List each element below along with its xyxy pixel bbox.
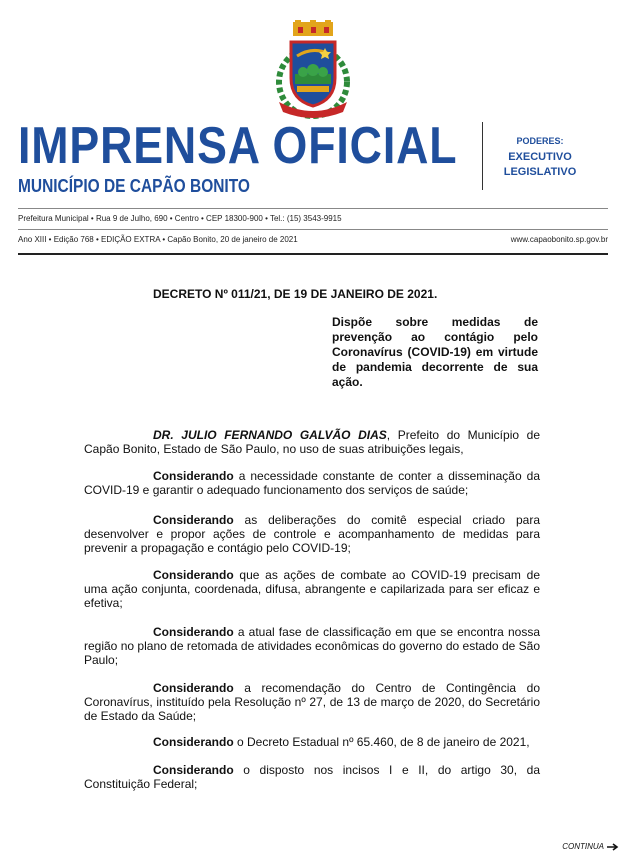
masthead-title: IMPRENSA OFICIAL: [18, 117, 458, 175]
edition-line: Ano XIII • Edição 768 • EDIÇÃO EXTRA • Capão Bonito, 20 de janeiro de 2021: [18, 235, 298, 244]
decree-paragraph: Considerando a necessidade constante de conter a disseminação da COVID-19 e garantir o adequado funcionamento dos serviços de saúde;: [84, 469, 540, 497]
municipal-crest: [267, 20, 359, 120]
power-legislativo: LEGISLATIVO: [503, 166, 577, 178]
decree-paragraph: DR. JULIO FERNANDO GALVÃO DIAS, Prefeito do Município de Capão Bonito, Estado de São Paulo, no uso de suas atribuições legais,: [84, 428, 540, 456]
header-rule-top: [18, 208, 608, 209]
header-rule-middle: [18, 229, 608, 230]
website-link[interactable]: www.capaobonito.sp.gov.br: [510, 235, 608, 244]
decree-paragraph: Considerando a atual fase de classificação em que se encontra nossa região no plano de retomada de atividades econômicas do governo do estado de São Paulo;: [84, 625, 540, 667]
continue-label: CONTINUA: [562, 842, 604, 851]
address-line: Prefeitura Municipal • Rua 9 de Julho, 690 • Centro • CEP 18300-900 • Tel.: (15) 3543-9915: [18, 214, 342, 223]
decree-ementa: Dispõe sobre medidas de prevenção ao contágio pelo Coronavírus (COVID-19) em virtude de pandemia decorrente de sua ação.: [332, 315, 538, 389]
mayor-name: DR. JULIO FERNANDO GALVÃO DIAS: [153, 428, 387, 442]
powers-box: [497, 136, 583, 180]
powers-label: PODERES:: [516, 136, 564, 146]
arrow-right-icon: [607, 843, 619, 851]
masthead-subtitle: MUNICÍPIO DE CAPÃO BONITO: [18, 176, 250, 196]
continue-indicator: [562, 842, 619, 851]
decree-paragraph: Considerando o disposto nos incisos I e II, do artigo 30, da Constituição Federal;: [84, 763, 540, 791]
decree-paragraph: Considerando as deliberações do comitê especial criado para desenvolver e propor ações de controle e acompanhamento de medidas para prevenir a propagação e contágio pelo COVID-19;: [84, 513, 540, 555]
decree-paragraph: Considerando a recomendação do Centro de Contingência do Coronavírus, instituído pela Resolução nº 27, de 13 de março de 2020, do Secretário de Estado da Saúde;: [84, 681, 540, 723]
power-executivo: EXECUTIVO: [508, 151, 572, 163]
decree-title: DECRETO Nº 011/21, DE 19 DE JANEIRO DE 2021.: [153, 287, 438, 301]
header-rule-bottom: [18, 253, 608, 255]
decree-paragraph: Considerando o Decreto Estadual nº 65.460, de 8 de janeiro de 2021,: [153, 735, 530, 749]
masthead-divider: [482, 122, 483, 190]
decree-paragraph: Considerando que as ações de combate ao COVID-19 precisam de uma ação conjunta, coordenada, difusa, abrangente e capilarizada para ser eficaz e efetiva;: [84, 568, 540, 610]
